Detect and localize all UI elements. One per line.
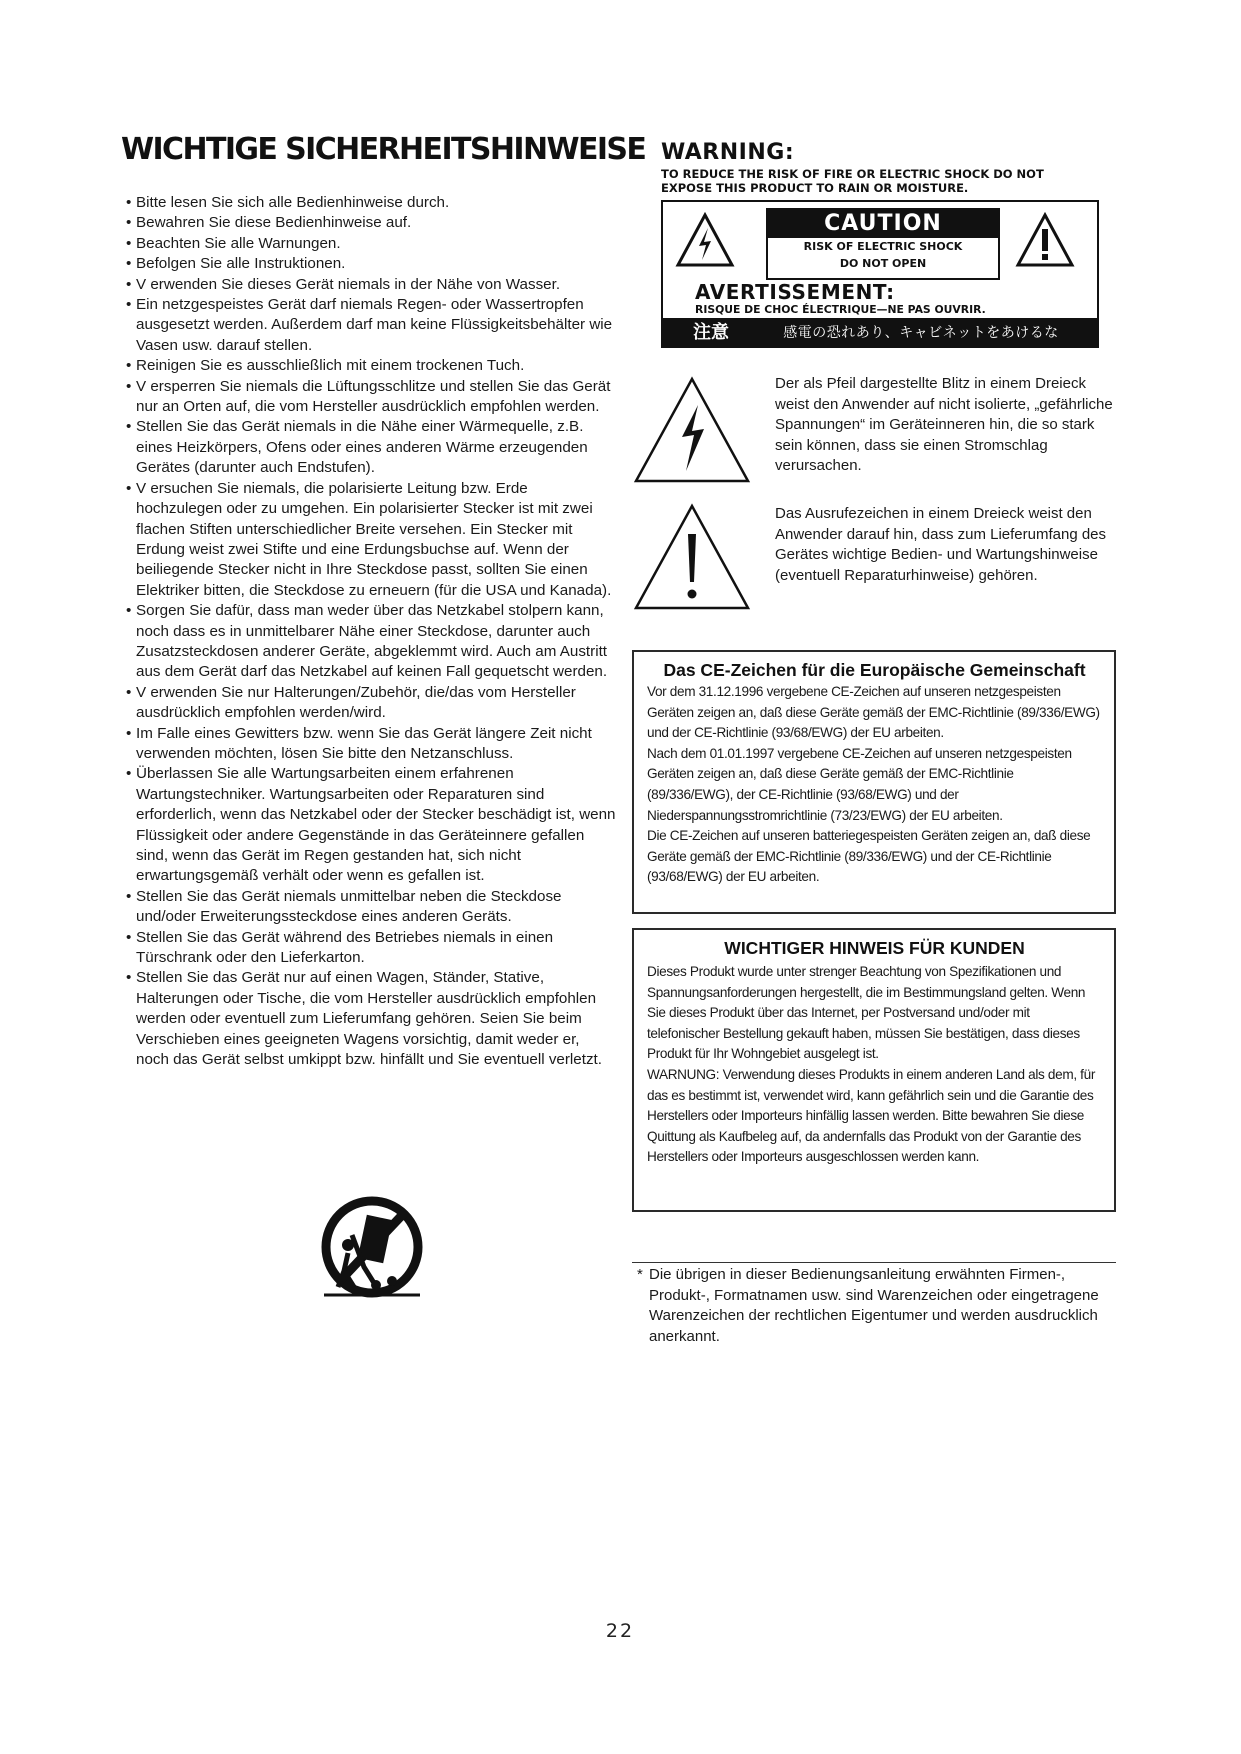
list-item: • V ersperren Sie niemals die Lüftungsschlitze und stellen Sie das Gerät nur an Orten auf, die vom Hersteller ausdrücklich empfohlen werden. [126, 377, 616, 418]
ce-paragraph: Vor dem 31.12.1996 vergebene CE-Zeichen auf unseren netzgespeisten Geräten zeigen an, daß diese Geräte gemäß der EMC-Richtlinie (89/336/EWG) und der CE-Richtlinie (93/68/EWG) der EU arbeiten. [647, 684, 1100, 741]
caution-line: RISK OF ELECTRIC SHOCK [803, 240, 963, 253]
cart-tip-over-warning-icon [318, 1195, 426, 1303]
exclamation-triangle-icon [1015, 212, 1075, 268]
list-item: • Beachten Sie alle Warnungen. [126, 234, 616, 254]
caution-box [766, 208, 1000, 280]
list-item: • Bitte lesen Sie sich alle Bedienhinweise durch. [126, 193, 616, 213]
list-item: • Stellen Sie das Gerät niemals in die Nähe einer Wärmequelle, z.B. eines Heizkörpers, Ofens oder eines anderen Wärme erzeugenden Gerätes (darunter auch Endstufen). [126, 417, 616, 478]
list-item: • Stellen Sie das Gerät niemals unmittelbar neben die Steckdose und/oder Erweiterungssteckdose eines anderen Geräts. [126, 887, 616, 928]
avertissement-subtitle: RISQUE DE CHOC ÉLECTRIQUE—NE PAS OUVRIR. [695, 303, 986, 316]
japanese-text: 感電の恐れあり、キャビネットをあけるな [783, 324, 1059, 340]
customer-notice-paragraph: WARNUNG: Verwendung dieses Produkts in einem anderen Land als dem, für das es bestimmt ist, verwendet wird, kann gefährlich sein und die Garantie des Herstellers oder Importeurs hinfällig lassen werden. Bitte bewahren Sie diese Quittung als Kaufbeleg auf, da andernfalls das Produkt von der Garantie des Herstellers oder Importeurs ausgeschlossen werden kann. [647, 1066, 1095, 1165]
page-title: WICHTIGE SICHERHEITSHINWEISE [121, 132, 646, 167]
list-item: • Sorgen Sie dafür, dass man weder über das Netzkabel stolpern kann, noch dass es in unmittelbarer Nähe einer Steckdose, darunter auch Zusatzsteckdosen anderer Geräte, abgeklemmt wird. Auch am Austritt aus dem Gerät darf das Netzkabel auf keinen Fall gequetscht werden. [126, 601, 616, 683]
warning-subtitle [661, 167, 1101, 195]
lightning-description: Der als Pfeil dargestellte Blitz in einem Dreieck weist den Anwender auf nicht isolierte, „gefährliche Spannungen“ im Geräteinneren hin, die so stark sein können, dass sie einen Stromschlag verursachen. [775, 375, 1113, 475]
avertissement-title: AVERTISSEMENT: [695, 280, 895, 304]
list-item: • Stellen Sie das Gerät während des Betriebes niemals in einen Türschrank oder den Lieferkarton. [126, 928, 616, 969]
warning-sub-line: TO REDUCE THE RISK OF FIRE OR ELECTRIC SHOCK DO NOT [661, 167, 1044, 181]
lightning-triangle-icon [632, 375, 752, 485]
warning-title: WARNING: [661, 140, 795, 165]
list-item: • V ersuchen Sie niemals, die polarisierte Leitung bzw. Erde hochzulegen oder zu umgehen. Ein polarisierter Stecker ist mit zwei flachen Stiften unterschiedlicher Breite versehen. Ein Stecker mit Erdung weist zwei Stifte und eine Erdungsbuchse auf. Wenn der beiliegende Stecker nicht in Ihre Steckdose passt, sollten Sie einen Elektriker bitten, die Steckdose zu erneuern (für die USA und Kanada). [126, 479, 616, 601]
exclamation-description: Das Ausrufezeichen in einem Dreieck weist den Anwender darauf hin, dass zum Lieferumfang des Gerätes wichtige Bedien- und Wartungshinweise (eventuell Reparaturhinweise) gehören. [775, 505, 1107, 584]
footnote-marker: * [637, 1266, 643, 1283]
trademark-footnote [637, 1265, 1117, 1347]
list-item: • Reinigen Sie es ausschließlich mit einem trockenen Tuch. [126, 356, 616, 376]
exclamation-triangle-icon [632, 502, 752, 612]
list-item: • V erwenden Sie dieses Gerät niemals in der Nähe von Wasser. [126, 275, 616, 295]
list-item: • Im Falle eines Gewitters bzw. wenn Sie das Gerät längere Zeit nicht verwenden möchten, lösen Sie bitte den Netzanschluss. [126, 724, 616, 765]
caution-line: DO NOT OPEN [839, 257, 927, 270]
page-number: 22 [605, 1620, 635, 1642]
footnote-text: Die übrigen in dieser Bedienungsanleitung erwähnten Firmen-, Produkt-, Formatnamen usw. sind Warenzeichen oder eingetragene Warenzeichen der rechtlichen Eigentumer und werden ausdrucklich anerkannt. [649, 1266, 1099, 1345]
customer-notice-box [632, 928, 1116, 1212]
lightning-triangle-icon [675, 212, 735, 268]
japanese-heading: 注意 [693, 322, 729, 342]
list-item: • Ein netzgespeistes Gerät darf niemals Regen- oder Wassertropfen ausgesetzt werden. Außerdem darf man keine Flüssigkeitsbehälter wie Vasen usw. darauf stellen. [126, 295, 616, 356]
footnote-divider [632, 1262, 1116, 1263]
ce-paragraph: Nach dem 01.01.1997 vergebene CE-Zeichen auf unseren netzgespeisten Geräten zeigen an, daß diese Geräte gemäß der EMC-Richtlinie (89/336/EWG), der CE-Richtlinie (93/68/EWG) und der Niederspannungsstromrichtlinie (73/23/EWG) der EU arbeiten. [647, 745, 1072, 823]
customer-notice-title: WICHTIGER HINWEIS FÜR KUNDEN [724, 938, 1025, 958]
list-item: • Überlassen Sie alle Wartungsarbeiten einem erfahrenen Wartungstechniker. Wartungsarbeiten oder Reparaturen sind erforderlich, wenn das Netzkabel oder der Stecker beschädigt ist, wenn Flüssigkeit oder andere Gegenstände in das Geräteinnere gefallen sind, wenn das Gerät im Regen gestanden hat, sich nicht erwartungsgemäß verhält oder wenn es gefallen ist. [126, 764, 616, 886]
japanese-warning-bar [663, 318, 1097, 346]
caution-label [661, 200, 1099, 348]
list-item: • V erwenden Sie nur Halterungen/Zubehör, die/das vom Hersteller ausdrücklich empfohlen werden/wird. [126, 683, 616, 724]
customer-notice-paragraph: Dieses Produkt wurde unter strenger Beachtung von Spezifikationen und Spannungsanforderungen hergestellt, die im Bestimmungsland gelten. Wenn Sie dieses Produkt über das Internet, per Postversand und/oder mit telefonischer Bestellung gekauft haben, müssen Sie bestätigen, dass dieses Produkt für Ihr Wohngebiet ausgelegt ist. [647, 964, 1086, 1062]
list-item: • Bewahren Sie diese Bedienhinweise auf. [126, 213, 616, 233]
list-item: • Stellen Sie das Gerät nur auf einen Wagen, Ständer, Stative, Halterungen oder Tische, die vom Hersteller ausdrücklich empfohlen werden oder eventuell zum Lieferumfang gehören. Seien Sie beim Verschieben eines geeigneten Wagens vorsichtig, damit weder er, noch das Gerät selbst umkippt bzw. hinfällt und Sie eventuell verletzt. [126, 968, 616, 1070]
list-item: • Befolgen Sie alle Instruktionen. [126, 254, 616, 274]
ce-title: Das CE-Zeichen für die Europäische Gemeinschaft [663, 660, 1086, 680]
ce-notice-box [632, 650, 1116, 914]
safety-rules-list [126, 193, 616, 1070]
caution-heading: CAUTION [768, 210, 998, 238]
warning-sub-line: EXPOSE THIS PRODUCT TO RAIN OR MOISTURE. [661, 181, 969, 195]
ce-paragraph: Die CE-Zeichen auf unseren batteriegespeisten Geräten zeigen an, daß diese Geräte gemäß der EMC-Richtlinie (89/336/EWG) und der CE-Richtlinie (93/68/EWG) der EU arbeiten. [647, 828, 1091, 885]
